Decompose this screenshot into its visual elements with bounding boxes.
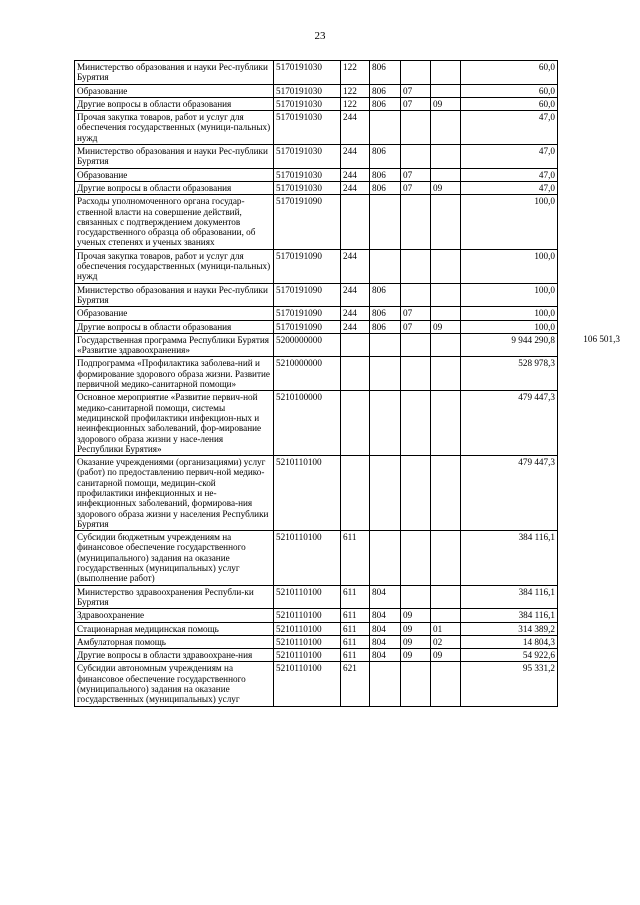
target-article-cell: 5170191030 bbox=[274, 168, 341, 181]
amount-extra-cell bbox=[558, 585, 623, 609]
subsection-code-cell bbox=[431, 249, 461, 283]
section-code-cell: 07 bbox=[401, 84, 431, 97]
amount-cell: 47,0 bbox=[461, 111, 558, 145]
row-name-cell: Образование bbox=[75, 84, 274, 97]
row-name-cell: Министерство образования и науки Рес-публики Бурятия bbox=[75, 145, 274, 169]
amount-cell: 384 116,1 bbox=[461, 609, 558, 622]
expense-type-cell bbox=[341, 456, 370, 531]
amount-cell: 47,0 bbox=[461, 168, 558, 181]
section-code-cell bbox=[401, 531, 431, 585]
amount-cell: 54 922,6 bbox=[461, 649, 558, 662]
target-article-cell: 5170191090 bbox=[274, 320, 341, 333]
section-code-cell bbox=[401, 111, 431, 145]
section-code-cell: 07 bbox=[401, 97, 431, 110]
table-row bbox=[75, 181, 623, 194]
subsection-code-cell bbox=[431, 168, 461, 181]
target-article-cell: 5170191090 bbox=[274, 283, 341, 307]
amount-cell: 60,0 bbox=[461, 97, 558, 110]
amount-cell: 384 116,1 bbox=[461, 531, 558, 585]
table-row bbox=[75, 585, 623, 609]
amount-extra-cell bbox=[558, 649, 623, 662]
expense-type-cell: 244 bbox=[341, 307, 370, 320]
section-code-cell bbox=[401, 333, 431, 357]
subsection-code-cell bbox=[431, 391, 461, 456]
amount-extra-cell bbox=[558, 97, 623, 110]
amount-extra-cell bbox=[558, 181, 623, 194]
amount-cell: 314 389,2 bbox=[461, 622, 558, 635]
amount-cell: 100,0 bbox=[461, 283, 558, 307]
administrator-code-cell: 804 bbox=[370, 649, 401, 662]
subsection-code-cell bbox=[431, 283, 461, 307]
administrator-code-cell: 806 bbox=[370, 307, 401, 320]
expense-type-cell: 122 bbox=[341, 84, 370, 97]
table-row bbox=[75, 391, 623, 456]
table-row bbox=[75, 662, 623, 706]
row-name-cell: Другие вопросы в области образования bbox=[75, 97, 274, 110]
table-row bbox=[75, 111, 623, 145]
section-code-cell: 07 bbox=[401, 307, 431, 320]
section-code-cell: 07 bbox=[401, 320, 431, 333]
table-row bbox=[75, 357, 623, 391]
target-article-cell: 5210100000 bbox=[274, 391, 341, 456]
expense-type-cell bbox=[341, 333, 370, 357]
target-article-cell: 5210110100 bbox=[274, 649, 341, 662]
expense-type-cell: 244 bbox=[341, 249, 370, 283]
amount-extra-cell bbox=[558, 635, 623, 648]
table-row bbox=[75, 635, 623, 648]
amount-extra-cell bbox=[558, 456, 623, 531]
row-name-cell: Образование bbox=[75, 307, 274, 320]
expense-type-cell: 244 bbox=[341, 111, 370, 145]
table-row bbox=[75, 609, 623, 622]
administrator-code-cell bbox=[370, 333, 401, 357]
expense-type-cell: 611 bbox=[341, 622, 370, 635]
table-row bbox=[75, 61, 623, 85]
amount-extra-cell: 106 501,3 bbox=[583, 334, 620, 345]
row-name-cell: Министерство здравоохранения Республи-ки Бурятия bbox=[75, 585, 274, 609]
row-name-cell: Другие вопросы в области здравоохране-ния bbox=[75, 649, 274, 662]
expense-type-cell: 244 bbox=[341, 145, 370, 169]
subsection-code-cell: 09 bbox=[431, 320, 461, 333]
administrator-code-cell bbox=[370, 195, 401, 249]
administrator-code-cell: 806 bbox=[370, 61, 401, 85]
administrator-code-cell bbox=[370, 531, 401, 585]
target-article-cell: 5170191030 bbox=[274, 181, 341, 194]
subsection-code-cell bbox=[431, 662, 461, 706]
administrator-code-cell: 806 bbox=[370, 168, 401, 181]
amount-cell: 95 331,2 bbox=[461, 662, 558, 706]
subsection-code-cell bbox=[431, 307, 461, 320]
amount-extra-cell bbox=[558, 531, 623, 585]
section-code-cell: 07 bbox=[401, 168, 431, 181]
amount-extra-cell bbox=[558, 145, 623, 169]
table-row bbox=[75, 531, 623, 585]
target-article-cell: 5210110100 bbox=[274, 609, 341, 622]
section-code-cell: 09 bbox=[401, 622, 431, 635]
table-row bbox=[75, 622, 623, 635]
expense-type-cell bbox=[341, 195, 370, 249]
target-article-cell: 5170191090 bbox=[274, 195, 341, 249]
section-code-cell bbox=[401, 585, 431, 609]
expense-type-cell: 611 bbox=[341, 531, 370, 585]
section-code-cell bbox=[401, 195, 431, 249]
target-article-cell: 5210110100 bbox=[274, 622, 341, 635]
subsection-code-cell bbox=[431, 195, 461, 249]
amount-cell: 100,0 bbox=[461, 320, 558, 333]
administrator-code-cell: 804 bbox=[370, 609, 401, 622]
section-code-cell: 09 bbox=[401, 649, 431, 662]
budget-table bbox=[74, 60, 623, 707]
amount-extra-cell bbox=[558, 357, 623, 391]
row-name-cell: Подпрограмма «Профилактика заболева-ний и формирование здорового образа жизни. Развитие первичной медико-санитарной помощи» bbox=[75, 357, 274, 391]
table-row bbox=[75, 307, 623, 320]
expense-type-cell: 621 bbox=[341, 662, 370, 706]
amount-extra-cell bbox=[558, 168, 623, 181]
administrator-code-cell: 804 bbox=[370, 635, 401, 648]
target-article-cell: 5200000000 bbox=[274, 333, 341, 357]
amount-cell: 479 447,3 bbox=[461, 456, 558, 531]
table-row bbox=[75, 168, 623, 181]
row-name-cell: Субсидии автономным учреждениям на финансовое обеспечение государственного (муниципального) задания на оказание государственных (муниципальных) услуг bbox=[75, 662, 274, 706]
subsection-code-cell bbox=[431, 61, 461, 85]
target-article-cell: 5210110100 bbox=[274, 585, 341, 609]
section-code-cell: 07 bbox=[401, 181, 431, 194]
amount-extra-cell bbox=[558, 111, 623, 145]
amount-extra-cell bbox=[558, 249, 623, 283]
expense-type-cell: 244 bbox=[341, 320, 370, 333]
subsection-code-cell: 09 bbox=[431, 97, 461, 110]
table-row bbox=[75, 333, 623, 357]
table-row bbox=[75, 195, 623, 249]
section-code-cell bbox=[401, 391, 431, 456]
subsection-code-cell bbox=[431, 111, 461, 145]
target-article-cell: 5210110100 bbox=[274, 662, 341, 706]
expense-type-cell: 122 bbox=[341, 61, 370, 85]
amount-cell: 14 804,3 bbox=[461, 635, 558, 648]
expense-type-cell: 611 bbox=[341, 635, 370, 648]
amount-extra-cell bbox=[558, 283, 623, 307]
subsection-code-cell bbox=[431, 84, 461, 97]
expense-type-cell: 244 bbox=[341, 168, 370, 181]
subsection-code-cell: 01 bbox=[431, 622, 461, 635]
target-article-cell: 5210000000 bbox=[274, 357, 341, 391]
administrator-code-cell: 806 bbox=[370, 97, 401, 110]
section-code-cell bbox=[401, 283, 431, 307]
expense-type-cell: 611 bbox=[341, 609, 370, 622]
amount-extra-cell bbox=[558, 307, 623, 320]
administrator-code-cell: 806 bbox=[370, 320, 401, 333]
row-name-cell: Здравоохранение bbox=[75, 609, 274, 622]
amount-cell: 479 447,3 bbox=[461, 391, 558, 456]
amount-cell: 47,0 bbox=[461, 145, 558, 169]
amount-cell: 100,0 bbox=[461, 195, 558, 249]
table-row bbox=[75, 649, 623, 662]
row-name-cell: Основное мероприятие «Развитие первич-ной медико-санитарной помощи, системы медицинской профилактики инфекцион-ных и неинфекционных заболеваний, фор-мирование здорового образа жизни у насе-ления Республики Бурятия» bbox=[75, 391, 274, 456]
row-name-cell: Стационарная медицинская помощь bbox=[75, 622, 274, 635]
expense-type-cell: 244 bbox=[341, 181, 370, 194]
administrator-code-cell bbox=[370, 391, 401, 456]
subsection-code-cell bbox=[431, 456, 461, 531]
table-row bbox=[75, 283, 623, 307]
expense-type-cell bbox=[341, 357, 370, 391]
administrator-code-cell bbox=[370, 111, 401, 145]
amount-cell: 60,0 bbox=[461, 84, 558, 97]
table-row bbox=[75, 249, 623, 283]
amount-extra-cell bbox=[558, 391, 623, 456]
page-number: 23 bbox=[314, 30, 326, 42]
amount-extra-cell bbox=[558, 622, 623, 635]
section-code-cell bbox=[401, 357, 431, 391]
administrator-code-cell: 806 bbox=[370, 84, 401, 97]
row-name-cell: Оказание учреждениями (организациями) услуг (работ) по предоставлению первич-ной медико-санитарной помощи, медицин-ской профилактики инфекционных и не-инфекционных заболеваний, формирова-ния здорового образа жизни у населения Республики Бурятия bbox=[75, 456, 274, 531]
row-name-cell: Субсидии бюджетным учреждениям на финансовое обеспечение государственного (муниципального) задания на оказание государственных (муниципальных) услуг (выполнение работ) bbox=[75, 531, 274, 585]
table-row bbox=[75, 145, 623, 169]
row-name-cell: Министерство образования и науки Рес-публики Бурятия bbox=[75, 283, 274, 307]
row-name-cell: Министерство образования и науки Рес-публики Бурятия bbox=[75, 61, 274, 85]
amount-extra-cell bbox=[558, 84, 623, 97]
administrator-code-cell: 806 bbox=[370, 145, 401, 169]
subsection-code-cell: 09 bbox=[431, 181, 461, 194]
budget-table-body bbox=[75, 61, 623, 707]
amount-cell: 100,0 bbox=[461, 307, 558, 320]
table-row bbox=[75, 456, 623, 531]
row-name-cell: Образование bbox=[75, 168, 274, 181]
section-code-cell bbox=[401, 61, 431, 85]
row-name-cell: Государственная программа Республики Бурятия «Развитие здравоохранения» bbox=[75, 333, 274, 357]
administrator-code-cell: 806 bbox=[370, 283, 401, 307]
administrator-code-cell bbox=[370, 456, 401, 531]
row-name-cell: Другие вопросы в области образования bbox=[75, 320, 274, 333]
section-code-cell bbox=[401, 145, 431, 169]
target-article-cell: 5170191030 bbox=[274, 145, 341, 169]
administrator-code-cell: 806 bbox=[370, 181, 401, 194]
target-article-cell: 5170191030 bbox=[274, 97, 341, 110]
target-article-cell: 5170191030 bbox=[274, 61, 341, 85]
administrator-code-cell bbox=[370, 249, 401, 283]
amount-cell: 100,0 bbox=[461, 249, 558, 283]
expense-type-cell: 611 bbox=[341, 585, 370, 609]
subsection-code-cell bbox=[431, 357, 461, 391]
amount-cell: 47,0 bbox=[461, 181, 558, 194]
expense-type-cell: 244 bbox=[341, 283, 370, 307]
amount-cell: 384 116,1 bbox=[461, 585, 558, 609]
amount-cell: 60,0 bbox=[461, 61, 558, 85]
amount-extra-cell bbox=[558, 61, 623, 85]
section-code-cell bbox=[401, 662, 431, 706]
target-article-cell: 5170191030 bbox=[274, 111, 341, 145]
row-name-cell: Прочая закупка товаров, работ и услуг для обеспечения государственных (муници-пальных) нужд bbox=[75, 249, 274, 283]
target-article-cell: 5210110100 bbox=[274, 635, 341, 648]
target-article-cell: 5170191090 bbox=[274, 307, 341, 320]
subsection-code-cell bbox=[431, 585, 461, 609]
subsection-code-cell bbox=[431, 145, 461, 169]
administrator-code-cell bbox=[370, 662, 401, 706]
subsection-code-cell: 09 bbox=[431, 649, 461, 662]
row-name-cell: Амбулаторная помощь bbox=[75, 635, 274, 648]
subsection-code-cell bbox=[431, 333, 461, 357]
section-code-cell bbox=[401, 456, 431, 531]
target-article-cell: 5210110100 bbox=[274, 531, 341, 585]
table-row bbox=[75, 320, 623, 333]
amount-cell: 528 978,3 bbox=[461, 357, 558, 391]
amount-extra-cell bbox=[558, 195, 623, 249]
target-article-cell: 5170191030 bbox=[274, 84, 341, 97]
row-name-cell: Расходы уполномоченного органа государ-ственной власти на совершение действий, связанных с подтверждением документов государственного образца об образовании, об ученых степенях и ученых званиях bbox=[75, 195, 274, 249]
section-code-cell bbox=[401, 249, 431, 283]
expense-type-cell: 611 bbox=[341, 649, 370, 662]
amount-extra-cell bbox=[558, 662, 623, 706]
subsection-code-cell: 02 bbox=[431, 635, 461, 648]
administrator-code-cell: 804 bbox=[370, 585, 401, 609]
amount-extra-cell bbox=[558, 609, 623, 622]
administrator-code-cell bbox=[370, 357, 401, 391]
target-article-cell: 5210110100 bbox=[274, 456, 341, 531]
section-code-cell: 09 bbox=[401, 609, 431, 622]
expense-type-cell: 122 bbox=[341, 97, 370, 110]
table-row bbox=[75, 97, 623, 110]
row-name-cell: Другие вопросы в области образования bbox=[75, 181, 274, 194]
table-row bbox=[75, 84, 623, 97]
subsection-code-cell bbox=[431, 609, 461, 622]
amount-extra-cell bbox=[558, 320, 623, 333]
amount-cell: 9 944 290,8 bbox=[461, 333, 558, 357]
row-name-cell: Прочая закупка товаров, работ и услуг для обеспечения государственных (муници-пальных) нужд bbox=[75, 111, 274, 145]
expense-type-cell bbox=[341, 391, 370, 456]
administrator-code-cell: 804 bbox=[370, 622, 401, 635]
section-code-cell: 09 bbox=[401, 635, 431, 648]
subsection-code-cell bbox=[431, 531, 461, 585]
target-article-cell: 5170191090 bbox=[274, 249, 341, 283]
